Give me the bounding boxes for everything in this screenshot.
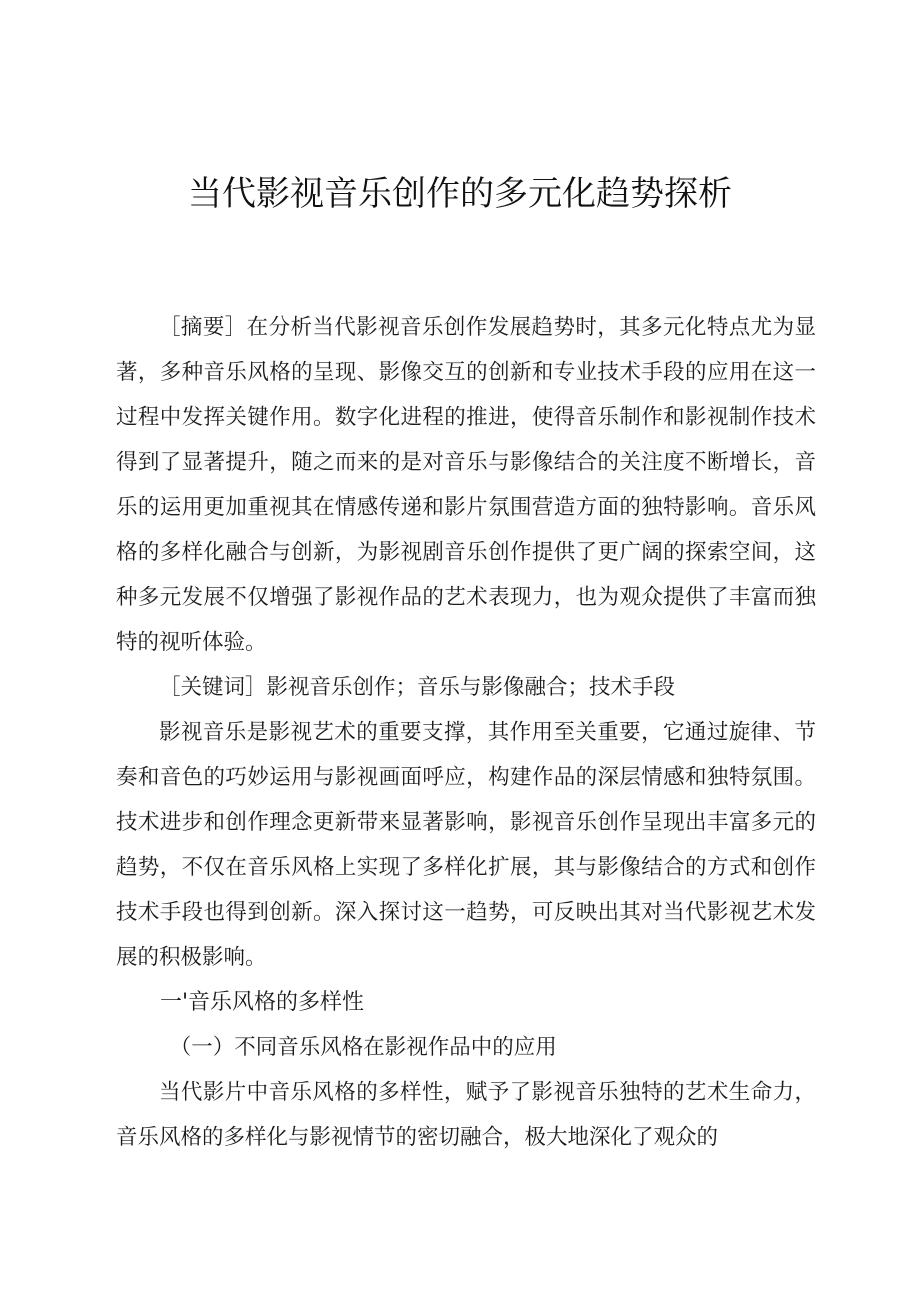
- section-heading: 一'音乐风格的多样性: [160, 990, 365, 1015]
- section-paragraph: 当代影片中音乐风格的多样性，赋予了影视音乐独特的艺术生命力，音乐风格的多样化与影视情节的密切融合，极大地深化了观众的: [116, 1080, 816, 1150]
- intro-paragraph: 影视音乐是影视艺术的重要支撑，其作用至关重要，它通过旋律、节奏和音色的巧妙运用与影视画面呼应，构建作品的深层情感和独特氛围。技术进步和创作理念更新带来显著影响，影视音乐创作呈现出丰富多元的趋势，不仅在音乐风格上实现了多样化扩展，其与影像结合的方式和创作技术手段也得到创新。深入探讨这一趋势，可反映出其对当代影视艺术发展的积极影响。: [116, 720, 816, 970]
- document-body: [116, 305, 816, 1160]
- document-title: 当代影视音乐创作的多元化趋势探析: [188, 174, 732, 214]
- abstract-paragraph: ［摘要］在分析当代影视音乐创作发展趋势时，其多元化特点尤为显著，多种音乐风格的呈现、影像交互的创新和专业技术手段的应用在这一过程中发挥关键作用。数字化进程的推进，使得音乐制作和影视制作技术得到了显著提升，随之而来的是对音乐与影像结合的关注度不断增长，音乐的运用更加重视其在情感传递和影片氛围营造方面的独特影响。音乐风格的多样化融合与创新，为影视剧音乐创作提供了更广阔的探索空间，这种多元发展不仅增强了影视作品的艺术表现力，也为观众提供了丰富而独特的视听体验。: [116, 315, 816, 655]
- keywords-paragraph: ［关键词］影视音乐创作；音乐与影像融合；技术手段: [159, 675, 676, 700]
- subsection-heading: （一）不同音乐风格在影视作品中的应用: [169, 1035, 557, 1060]
